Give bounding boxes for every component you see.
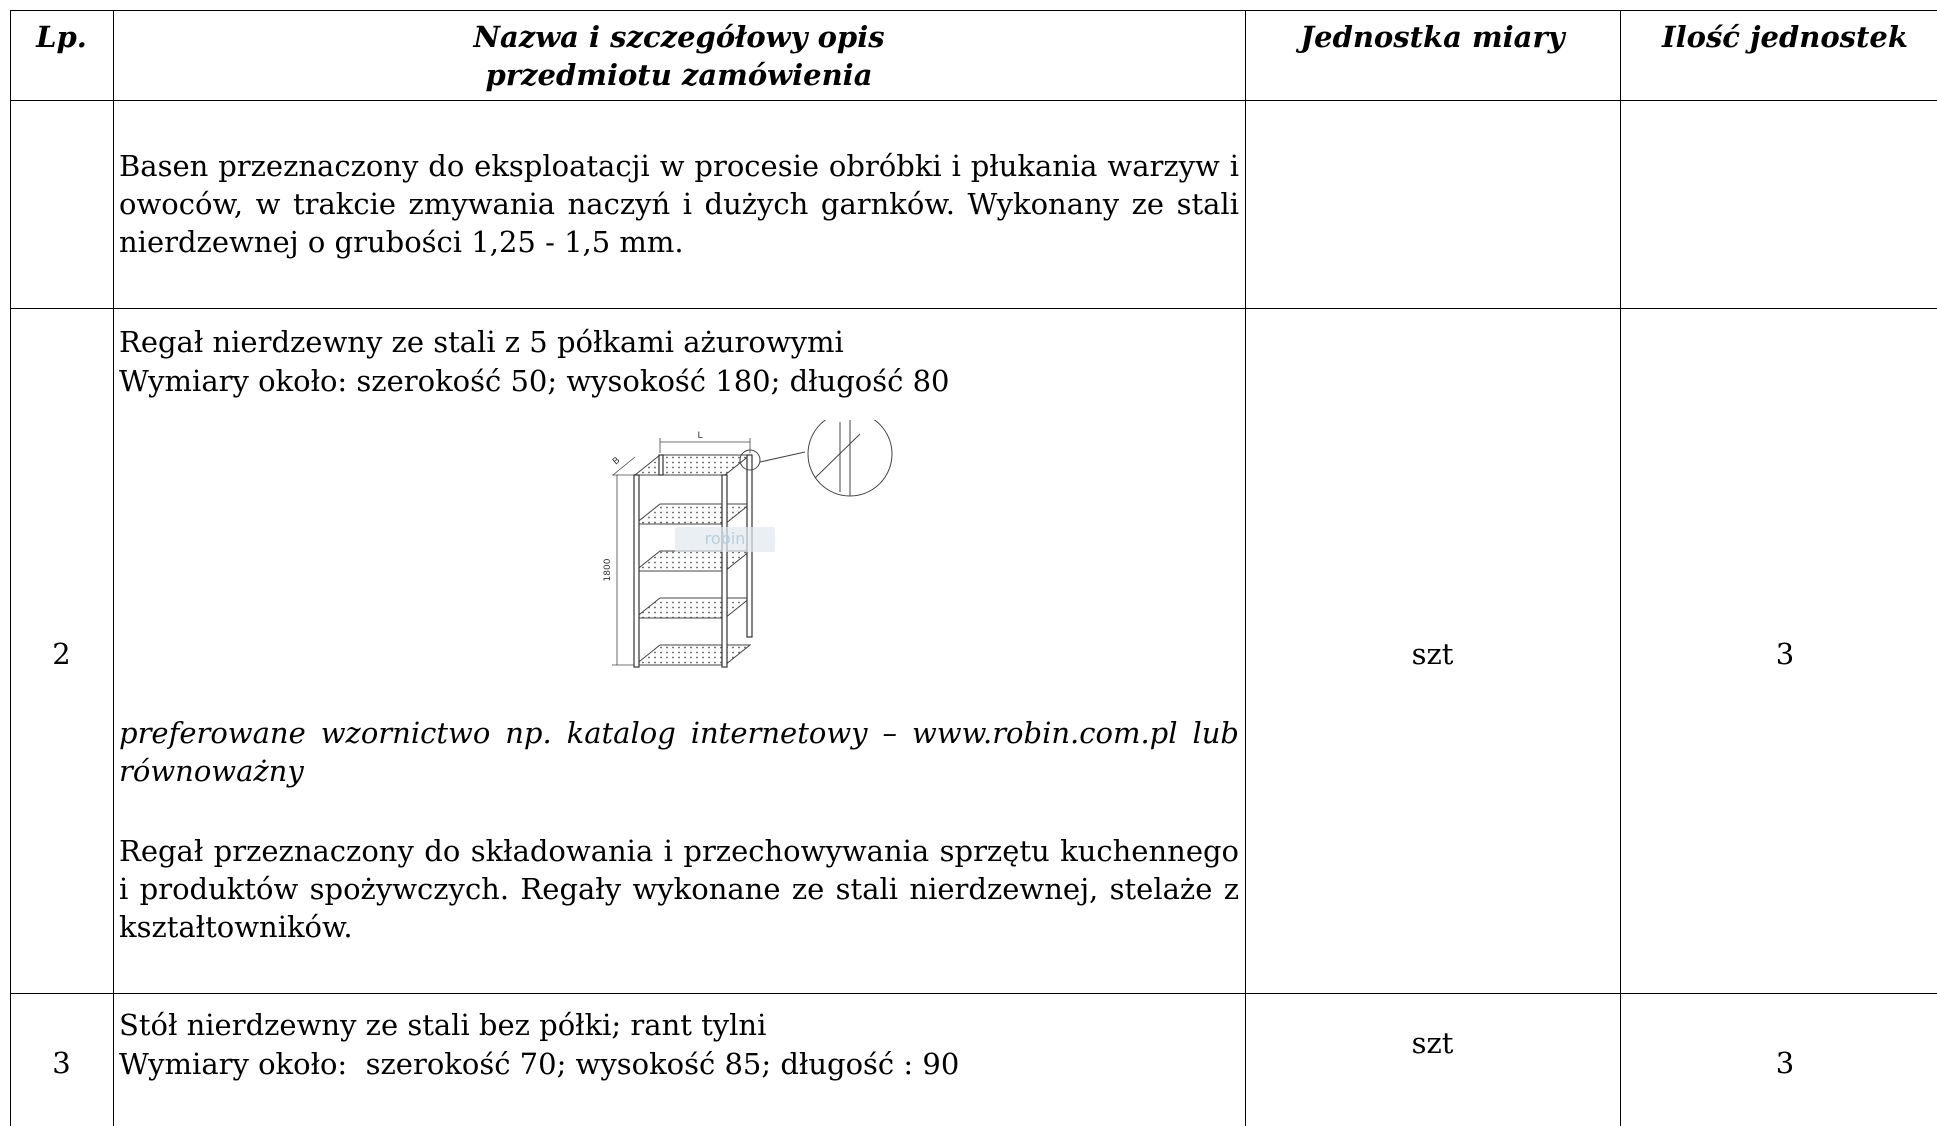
row-3-lp: 3: [52, 1046, 71, 1080]
shelf-unit-svg: [550, 420, 900, 670]
row-2-preferred-design: preferowane wzornictwo np. katalog internetowy – www.robin.com.pl lub równoważny: [119, 716, 1239, 788]
column-divider-unit: [1620, 10, 1621, 1126]
table-border-top: [10, 10, 1937, 11]
header-divider: [10, 100, 1937, 101]
row-3-qty: 3: [1775, 1046, 1795, 1080]
row-2-qty: 3: [1775, 637, 1795, 671]
row-3-unit: szt: [1411, 1026, 1454, 1060]
column-divider-name: [1245, 10, 1246, 1126]
detail-callout: [740, 420, 892, 496]
row-2-unit: szt: [1411, 637, 1454, 671]
header-name-line2: przedmiotu zamówienia: [485, 58, 873, 92]
table-border-left: [10, 10, 11, 1126]
header-unit: Jednostka miary: [1300, 20, 1565, 54]
watermark-text: robin: [704, 529, 746, 548]
row-3-dimensions: Wymiary około: szerokość 70; wysokość 85; długość : 90: [119, 1047, 960, 1081]
row-1-description: Basen przeznaczony do eksploatacji w procesie obróbki i płukania warzyw i owoców, w trakcie zmywania naczyń i dużych garnków. Wykonany ze stali nierdzewnej o grubości 1,25 - 1,5 mm.: [119, 149, 1239, 259]
header-name-line1: Nazwa i szczegółowy opis: [473, 20, 885, 54]
header-name: [113, 18, 1245, 94]
length-label: L: [697, 431, 703, 441]
row-2-description: Regał przeznaczony do składowania i przechowywania sprzętu kuchennego i produktów spożywczych. Regały wykonane ze stali nierdzewnej, stelaże z kształtowników.: [119, 834, 1239, 944]
row-2-lp: 2: [52, 637, 71, 671]
row-2-title: Regał nierdzewny ze stali z 5 półkami ażurowymi: [119, 325, 844, 359]
row-3-title: Stół nierdzewny ze stali bez półki; rant tylni: [119, 1008, 767, 1042]
shelf-unit-drawing: [550, 420, 900, 670]
row-divider-2: [10, 993, 1937, 994]
column-divider-lp: [113, 10, 114, 1126]
perforated-shelves: [635, 455, 750, 665]
row-divider-1: [10, 308, 1937, 309]
header-qty: Ilość jednostek: [1662, 20, 1908, 54]
height-label: 1800: [603, 558, 613, 582]
row-2-dimensions: Wymiary około: szerokość 50; wysokość 180; długość 80: [119, 364, 950, 398]
header-lp: Lp.: [36, 20, 87, 54]
depth-label: B: [611, 455, 623, 468]
